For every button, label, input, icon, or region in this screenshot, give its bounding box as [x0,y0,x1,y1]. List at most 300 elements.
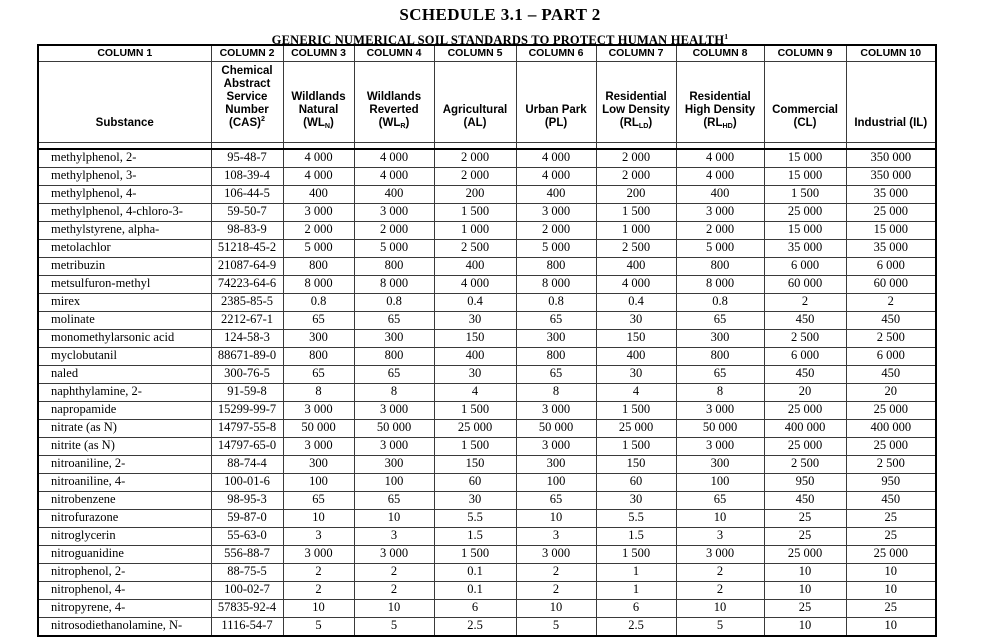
value-cell: 2 [676,564,764,582]
value-cell: 950 [846,474,936,492]
value-cell: 8 [676,384,764,402]
value-cell: 400 [596,258,676,276]
table-row [38,204,936,222]
table-row [38,330,936,348]
value-cell: 4 000 [676,168,764,186]
value-cell: 1.5 [434,528,516,546]
value-cell: 1 000 [434,222,516,240]
value-cell: 1 000 [596,222,676,240]
value-cell: 400 [354,186,434,204]
table-row [38,168,936,186]
value-cell: 800 [676,348,764,366]
value-cell: 4 000 [283,149,354,168]
value-cell: 2.5 [434,618,516,637]
cas-cell: 2385-85-5 [211,294,283,312]
value-cell: 2.5 [596,618,676,637]
substance-cell: nitroaniline, 4- [38,474,211,492]
value-cell: 10 [676,600,764,618]
value-cell: 2 000 [434,168,516,186]
value-cell: 2 [283,564,354,582]
value-cell: 8 [283,384,354,402]
value-cell: 65 [354,312,434,330]
cas-cell: 59-50-7 [211,204,283,222]
value-cell: 450 [764,366,846,384]
value-cell: 3 000 [354,438,434,456]
value-cell: 2 500 [846,330,936,348]
value-cell: 5 000 [516,240,596,258]
value-cell: 4 000 [596,276,676,294]
value-cell: 30 [434,312,516,330]
value-cell: 2 [516,582,596,600]
value-cell: 8 000 [283,276,354,294]
value-cell: 400 000 [764,420,846,438]
value-cell: 10 [283,600,354,618]
column-number-row [38,45,936,62]
substance-cell: mirex [38,294,211,312]
value-cell: 0.8 [354,294,434,312]
value-cell: 65 [516,366,596,384]
field-header-agricultural: Agricultural (AL) [434,62,516,143]
value-cell: 3 000 [516,402,596,420]
value-cell: 2 500 [764,456,846,474]
value-cell: 0.8 [283,294,354,312]
value-cell: 800 [354,348,434,366]
table-row [38,474,936,492]
substance-cell: nitroaniline, 2- [38,456,211,474]
value-cell: 3 000 [354,204,434,222]
cas-cell: 556-88-7 [211,546,283,564]
value-cell: 1 500 [596,204,676,222]
cas-cell: 55-63-0 [211,528,283,546]
substance-cell: nitrophenol, 4- [38,582,211,600]
substance-cell: metolachlor [38,240,211,258]
substance-cell: nitrate (as N) [38,420,211,438]
value-cell: 10 [516,510,596,528]
value-cell: 65 [516,492,596,510]
value-cell: 65 [283,366,354,384]
substance-cell: methylphenol, 4-chloro-3- [38,204,211,222]
value-cell: 1 [596,582,676,600]
value-cell: 3 000 [516,204,596,222]
substance-cell: nitrophenol, 2- [38,564,211,582]
cas-cell: 108-39-4 [211,168,283,186]
value-cell: 15 000 [764,149,846,168]
value-cell: 450 [846,366,936,384]
field-header-urban-park: Urban Park (PL) [516,62,596,143]
substance-cell: metribuzin [38,258,211,276]
value-cell: 4 000 [676,149,764,168]
value-cell: 3 000 [354,546,434,564]
table-row [38,618,936,637]
table-row [38,600,936,618]
substance-cell: naled [38,366,211,384]
value-cell: 200 [596,186,676,204]
value-cell: 3 000 [676,402,764,420]
cas-cell: 2212-67-1 [211,312,283,330]
column-header-5: COLUMN 5 [434,45,516,62]
value-cell: 35 000 [846,186,936,204]
substance-cell: nitrobenzene [38,492,211,510]
value-cell: 50 000 [354,420,434,438]
substance-cell: methylphenol, 2- [38,149,211,168]
value-cell: 10 [846,564,936,582]
value-cell: 2 000 [676,222,764,240]
value-cell: 2 000 [516,222,596,240]
value-cell: 1 500 [434,402,516,420]
substance-cell: molinate [38,312,211,330]
value-cell: 4 000 [283,168,354,186]
value-cell: 300 [354,456,434,474]
value-cell: 300 [283,330,354,348]
value-cell: 2 000 [434,149,516,168]
substance-cell: myclobutanil [38,348,211,366]
value-cell: 10 [764,582,846,600]
value-cell: 3 000 [283,546,354,564]
value-cell: 4 000 [434,276,516,294]
table-row [38,258,936,276]
value-cell: 2 000 [596,149,676,168]
value-cell: 1 [596,564,676,582]
cas-cell: 51218-45-2 [211,240,283,258]
value-cell: 300 [283,456,354,474]
cas-cell: 21087-64-9 [211,258,283,276]
substance-cell: metsulfuron-methyl [38,276,211,294]
value-cell: 25 000 [764,546,846,564]
cas-cell: 300-76-5 [211,366,283,384]
cas-cell: 59-87-0 [211,510,283,528]
cas-cell: 14797-55-8 [211,420,283,438]
substance-cell: methylstyrene, alpha- [38,222,211,240]
value-cell: 3 000 [283,438,354,456]
value-cell: 2 [676,582,764,600]
value-cell: 10 [846,582,936,600]
column-header-7: COLUMN 7 [596,45,676,62]
value-cell: 4 000 [354,149,434,168]
column-header-3: COLUMN 3 [283,45,354,62]
cas-cell: 124-58-3 [211,330,283,348]
table-row [38,564,936,582]
value-cell: 30 [596,366,676,384]
value-cell: 3 [516,528,596,546]
value-cell: 20 [846,384,936,402]
cas-cell: 95-48-7 [211,149,283,168]
column-header-6: COLUMN 6 [516,45,596,62]
value-cell: 400 [516,186,596,204]
value-cell: 400 [676,186,764,204]
value-cell: 300 [516,330,596,348]
value-cell: 3 [283,528,354,546]
value-cell: 25 000 [846,438,936,456]
value-cell: 450 [764,492,846,510]
value-cell: 4 [596,384,676,402]
value-cell: 3 000 [516,546,596,564]
value-cell: 100 [354,474,434,492]
value-cell: 5 000 [676,240,764,258]
value-cell: 5.5 [596,510,676,528]
column-header-1: COLUMN 1 [38,45,211,62]
soil-standards-table [37,44,937,637]
value-cell: 6 000 [764,258,846,276]
value-cell: 200 [434,186,516,204]
value-cell: 3 000 [676,546,764,564]
cas-cell: 106-44-5 [211,186,283,204]
value-cell: 5 [676,618,764,637]
value-cell: 150 [596,330,676,348]
value-cell: 15 000 [846,222,936,240]
value-cell: 10 [764,618,846,637]
value-cell: 150 [434,330,516,348]
value-cell: 25 000 [846,546,936,564]
value-cell: 2 000 [283,222,354,240]
value-cell: 25 000 [764,402,846,420]
value-cell: 15 000 [764,222,846,240]
value-cell: 5.5 [434,510,516,528]
substance-cell: nitroguanidine [38,546,211,564]
value-cell: 8 [354,384,434,402]
value-cell: 5 000 [283,240,354,258]
substance-cell: nitroglycerin [38,528,211,546]
value-cell: 30 [596,312,676,330]
value-cell: 2 500 [764,330,846,348]
value-cell: 6 000 [764,348,846,366]
value-cell: 10 [354,510,434,528]
value-cell: 65 [676,366,764,384]
value-cell: 5 [516,618,596,637]
field-header-residential-low-density: Residential Low Density $(RL_{LD})$ [596,62,676,143]
substance-cell: nitrite (as N) [38,438,211,456]
value-cell: 4 000 [516,168,596,186]
cas-cell: 88-74-4 [211,456,283,474]
table-row [38,348,936,366]
value-cell: 30 [596,492,676,510]
table-row [38,276,936,294]
table-row [38,384,936,402]
value-cell: 25 [764,528,846,546]
value-cell: 0.1 [434,582,516,600]
value-cell: 3 000 [283,402,354,420]
value-cell: 400 [434,258,516,276]
value-cell: 25 000 [596,420,676,438]
value-cell: 300 [676,456,764,474]
value-cell: 25 000 [764,438,846,456]
value-cell: 0.4 [434,294,516,312]
value-cell: 65 [283,312,354,330]
field-header-wildlands-reverted: Wildlands Reverted $(WL_R)$ [354,62,434,143]
value-cell: 1 500 [596,402,676,420]
value-cell: 800 [283,348,354,366]
cas-cell: 98-95-3 [211,492,283,510]
value-cell: 50 000 [283,420,354,438]
value-cell: 2 000 [596,168,676,186]
value-cell: 60 000 [846,276,936,294]
value-cell: 65 [354,366,434,384]
field-header-industrial: Industrial (IL) [846,62,936,143]
value-cell: 15 000 [764,168,846,186]
value-cell: 6 [434,600,516,618]
column-header-9: COLUMN 9 [764,45,846,62]
value-cell: 800 [676,258,764,276]
cas-cell: 100-01-6 [211,474,283,492]
value-cell: 35 000 [846,240,936,258]
value-cell: 400 000 [846,420,936,438]
value-cell: 800 [354,258,434,276]
value-cell: 10 [676,510,764,528]
table-row [38,294,936,312]
value-cell: 2 [764,294,846,312]
value-cell: 50 000 [676,420,764,438]
value-cell: 3 000 [676,438,764,456]
value-cell: 1.5 [596,528,676,546]
value-cell: 2 [354,582,434,600]
value-cell: 25 [846,510,936,528]
field-header-cas: Chemical Abstract Service Number (CAS)$^2$ [211,62,283,143]
value-cell: 25 [764,510,846,528]
value-cell: 800 [516,348,596,366]
value-cell: 65 [516,312,596,330]
value-cell: 3 000 [354,402,434,420]
table-row [38,438,936,456]
value-cell: 300 [354,330,434,348]
column-header-4: COLUMN 4 [354,45,434,62]
cas-cell: 100-02-7 [211,582,283,600]
value-cell: 100 [676,474,764,492]
substance-cell: methylphenol, 3- [38,168,211,186]
schedule-subtitle: GENERIC NUMERICAL SOIL STANDARDS TO PROTECT HUMAN HEALTH$^1$ [271,31,729,47]
value-cell: 3 000 [516,438,596,456]
substance-cell: methylphenol, 4- [38,186,211,204]
value-cell: 100 [283,474,354,492]
value-cell: 8 000 [676,276,764,294]
value-cell: 25 000 [846,204,936,222]
value-cell: 65 [676,312,764,330]
value-cell: 10 [764,564,846,582]
field-header-commercial: Commercial (CL) [764,62,846,143]
value-cell: 60 [596,474,676,492]
value-cell: 65 [676,492,764,510]
value-cell: 10 [846,618,936,637]
table-row [38,312,936,330]
value-cell: 30 [434,366,516,384]
value-cell: 2 000 [354,222,434,240]
value-cell: 100 [516,474,596,492]
value-cell: 10 [283,510,354,528]
value-cell: 0.1 [434,564,516,582]
cas-cell: 88-75-5 [211,564,283,582]
value-cell: 300 [676,330,764,348]
table-row [38,420,936,438]
field-header-row [38,62,936,143]
value-cell: 1 500 [434,546,516,564]
value-cell: 35 000 [764,240,846,258]
table-row [38,149,936,168]
value-cell: 400 [434,348,516,366]
value-cell: 25 000 [846,402,936,420]
value-cell: 65 [354,492,434,510]
table-body [38,149,936,636]
value-cell: 2 [283,582,354,600]
value-cell: 1 500 [596,546,676,564]
value-cell: 2 500 [596,240,676,258]
substance-cell: napropamide [38,402,211,420]
cas-cell: 14797-65-0 [211,438,283,456]
cas-cell: 74223-64-6 [211,276,283,294]
value-cell: 3 000 [676,204,764,222]
value-cell: 4 [434,384,516,402]
value-cell: 1 500 [434,204,516,222]
table-row [38,546,936,564]
table-row [38,240,936,258]
value-cell: 65 [283,492,354,510]
value-cell: 4 000 [354,168,434,186]
value-cell: 5 [283,618,354,637]
substance-cell: naphthylamine, 2- [38,384,211,402]
table-row [38,366,936,384]
schedule-title: SCHEDULE 3.1 – PART 2 [399,5,601,24]
column-header-10: COLUMN 10 [846,45,936,62]
value-cell: 1 500 [764,186,846,204]
value-cell: 6 [596,600,676,618]
value-cell: 2 500 [846,456,936,474]
value-cell: 450 [846,492,936,510]
value-cell: 5 [354,618,434,637]
value-cell: 150 [434,456,516,474]
value-cell: 8 000 [354,276,434,294]
cas-cell: 88671-89-0 [211,348,283,366]
table-row [38,186,936,204]
value-cell: 2 500 [434,240,516,258]
value-cell: 0.8 [516,294,596,312]
substance-cell: monomethylarsonic acid [38,330,211,348]
value-cell: 6 000 [846,258,936,276]
value-cell: 5 000 [354,240,434,258]
value-cell: 400 [596,348,676,366]
value-cell: 6 000 [846,348,936,366]
value-cell: 25 000 [764,204,846,222]
column-header-2: COLUMN 2 [211,45,283,62]
table-row [38,528,936,546]
cas-cell: 98-83-9 [211,222,283,240]
cas-cell: 15299-99-7 [211,402,283,420]
value-cell: 50 000 [516,420,596,438]
value-cell: 450 [764,312,846,330]
value-cell: 0.4 [596,294,676,312]
value-cell: 1 500 [596,438,676,456]
table-row [38,456,936,474]
value-cell: 25 [846,600,936,618]
value-cell: 60 [434,474,516,492]
value-cell: 350 000 [846,149,936,168]
substance-cell: nitrofurazone [38,510,211,528]
table-row [38,492,936,510]
value-cell: 800 [516,258,596,276]
value-cell: 2 [354,564,434,582]
value-cell: 950 [764,474,846,492]
value-cell: 0.8 [676,294,764,312]
value-cell: 25 [846,528,936,546]
value-cell: 8 000 [516,276,596,294]
cas-cell: 1116-54-7 [211,618,283,637]
cas-cell: 91-59-8 [211,384,283,402]
table-row [38,402,936,420]
value-cell: 8 [516,384,596,402]
value-cell: 300 [516,456,596,474]
value-cell: 400 [283,186,354,204]
column-header-8: COLUMN 8 [676,45,764,62]
value-cell: 800 [283,258,354,276]
value-cell: 350 000 [846,168,936,186]
substance-cell: nitrosodiethanolamine, N- [38,618,211,637]
value-cell: 20 [764,384,846,402]
